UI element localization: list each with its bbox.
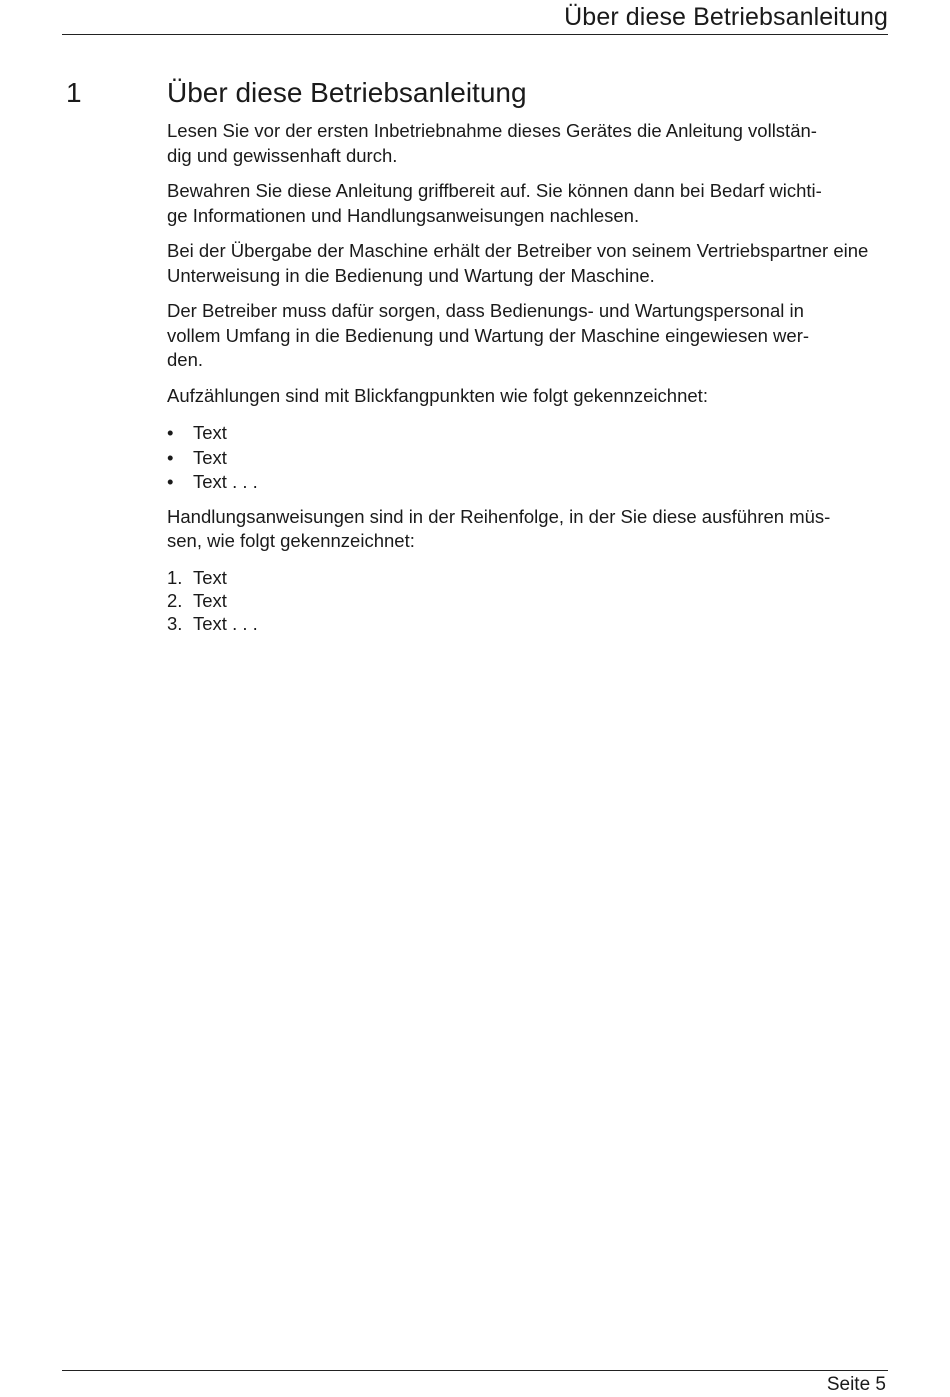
step-text: Text <box>193 566 227 588</box>
list-item-text: Text <box>193 446 227 468</box>
step-number: 1. <box>167 566 183 588</box>
body-text <box>167 119 887 645</box>
list-item-text: Text <box>193 422 227 443</box>
running-header-title: Über diese Betriebsanleitung <box>564 3 888 31</box>
page-number: Seite 5 <box>826 1374 886 1395</box>
step-text: Text <box>193 589 227 611</box>
step-text: Text . . . <box>193 612 258 634</box>
chapter-title: Über diese Betriebsanleitung <box>167 77 527 108</box>
paragraph-operator-duty: Der Betreiber muss dafür sorgen, dass Bedienungs- und Wartungspersonal in vollem Umfang in die Bedienung und Wartung der Maschine eingewiesen wer- den. <box>167 300 810 370</box>
bullet-icon: • <box>167 471 174 492</box>
step-number: 2. <box>167 589 183 611</box>
paragraph-keep-manual: Bewahren Sie diese Anleitung griffbereit auf. Sie können dann bei Bedarf wichti- ge Informationen und Handlungsanweisungen nachlesen. <box>167 180 822 226</box>
chapter-number: 1 <box>66 77 82 108</box>
list-item-text: Text . . . <box>193 471 258 492</box>
paragraph-bullets-intro: Aufzählungen sind mit Blickfangpunkten wie folgt gekennzeichnet: <box>167 384 708 406</box>
list-item <box>167 446 887 471</box>
step-item <box>167 566 887 589</box>
paragraph-read-before-use: Lesen Sie vor der ersten Inbetriebnahme dieses Gerätes die Anleitung vollstän- dig und gewissenhaft durch. <box>167 120 817 166</box>
paragraph-steps-intro: Handlungsanweisungen sind in der Reihenfolge, in der Sie diese ausführen müs- sen, wie folgt gekennzeichnet: <box>167 505 831 551</box>
list-item <box>167 421 887 446</box>
step-list <box>167 566 887 635</box>
step-number: 3. <box>167 612 183 634</box>
bullet-icon: • <box>167 422 174 443</box>
bullet-list <box>167 421 887 495</box>
list-item <box>167 470 887 495</box>
paragraph-handover: Bei der Übergabe der Maschine erhält der Betreiber von seinem Vertriebspartner eine Unterweisung in die Bedienung und Wartung der Maschine. <box>167 240 869 286</box>
step-item <box>167 589 887 612</box>
header-divider <box>62 34 888 35</box>
footer-divider <box>62 1370 888 1371</box>
bullet-icon: • <box>167 446 174 468</box>
step-item <box>167 612 887 635</box>
